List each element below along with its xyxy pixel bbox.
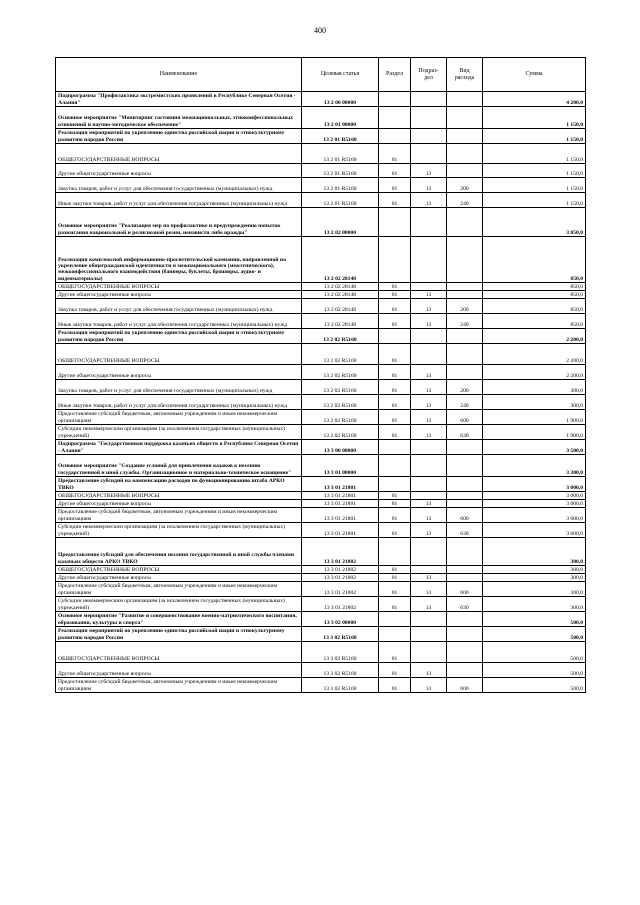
table-row [56,678,586,693]
header-sum: Сумма [483,58,586,92]
table-row [56,237,586,283]
table-row [56,582,586,597]
row-expense-type [447,129,483,144]
table-header-row [56,58,586,92]
row-subsection [411,129,447,144]
row-subsection [411,283,447,291]
row-section: 01 [379,144,411,164]
row-target: 13 3 02 R5160 [302,663,379,678]
table-body [56,92,586,693]
row-subsection: 13 [411,193,447,208]
row-subsection [411,344,447,365]
row-expense-type: 240 [447,314,483,329]
row-expense-type: 630 [447,597,483,612]
row-expense-type [447,107,483,129]
row-sum: 3 050,0 [483,208,586,237]
row-section [379,455,411,477]
budget-table [55,57,586,693]
row-name: Основное мероприятие "Создание условий для привлечения казаков к несению государственной и иной службы. Организационное и материально-техническое оснащение" [56,455,302,477]
row-name: ОБЩЕГОСУДАРСТВЕННЫЕ ВОПРОСЫ [56,144,302,164]
row-section: 01 [379,410,411,425]
row-target: 13 2 02 R5160 [302,380,379,395]
row-sum: 2 200,0 [483,365,586,380]
table-row [56,477,586,492]
row-subsection: 13 [411,365,447,380]
row-expense-type [447,164,483,178]
row-target: 13 2 01 R5160 [302,178,379,193]
table-row [56,455,586,477]
row-name: Иные закупки товаров, работ и услуг для обеспечения государственных (муниципальных) нужд [56,395,302,410]
row-name: Другие общегосударственные вопросы [56,574,302,582]
table-row [56,291,586,299]
row-target: 13 3 02 R5160 [302,627,379,642]
row-name: Предоставление субсидий для обеспечения несения государственной и иной службы членами казачьих обществ АРКО ТВКО [56,538,302,566]
table-row [56,92,586,107]
row-target: 13 2 01 R5160 [302,193,379,208]
row-name: Основное мероприятие "Развитие и совершенствование военно-патриотического воспитания, образования, культуры и спорта" [56,612,302,627]
row-subsection [411,492,447,500]
row-target: 13 3 02 R5160 [302,678,379,693]
table-row [56,178,586,193]
row-section: 01 [379,582,411,597]
row-expense-type [447,144,483,164]
row-target: 13 2 01 R5160 [302,129,379,144]
header-name: Наименование [56,58,302,92]
row-name: Предоставление субсидий бюджетным, автономным учреждениям и иным некоммерческим организациям [56,410,302,425]
row-section: 01 [379,523,411,538]
row-name: Субсидии некоммерческим организациям (за исключением государственных (муниципальных) учреждений) [56,425,302,440]
row-subsection: 13 [411,574,447,582]
table-row [56,627,586,642]
row-section: 01 [379,164,411,178]
row-sum: 500,0 [483,642,586,663]
row-expense-type [447,612,483,627]
table-row [56,440,586,455]
row-expense-type: 600 [447,508,483,523]
row-expense-type [447,237,483,283]
row-subsection [411,538,447,566]
row-target: 13 3 01 21801 [302,500,379,508]
row-target: 13 3 01 21801 [302,523,379,538]
row-target: 13 2 01 R5160 [302,164,379,178]
row-name: Закупка товаров, работ и услуг для обеспечения государственных (муниципальных) нужд [56,299,302,314]
row-target: 13 3 01 00000 [302,455,379,477]
row-section [379,627,411,642]
row-name: Другие общегосударственные вопросы [56,500,302,508]
table-row [56,508,586,523]
row-expense-type [447,477,483,492]
row-name: Закупка товаров, работ и услуг для обеспечения государственных (муниципальных) нужд [56,380,302,395]
row-name: Реализация мероприятий по укреплению единства российской нации и этнокультурному развитию народов России [56,329,302,344]
row-sum: 3 000,0 [483,500,586,508]
row-section [379,107,411,129]
row-name: ОБЩЕГОСУДАРСТВЕННЫЕ ВОПРОСЫ [56,642,302,663]
row-section: 01 [379,380,411,395]
row-sum: 3 000,0 [483,523,586,538]
row-subsection: 13 [411,508,447,523]
row-section [379,538,411,566]
table-row [56,314,586,329]
row-expense-type [447,663,483,678]
row-name: Основное мероприятие "Мониторинг состояния межнациональных, этноконфессиональных отношений и научно-методическое обеспечение" [56,107,302,129]
row-sum: 500,0 [483,663,586,678]
row-expense-type [447,627,483,642]
row-sum: 500,0 [483,612,586,627]
row-sum: 850,0 [483,283,586,291]
row-subsection: 13 [411,395,447,410]
row-subsection: 13 [411,597,447,612]
row-name: ОБЩЕГОСУДАРСТВЕННЫЕ ВОПРОСЫ [56,566,302,574]
row-name: Иные закупки товаров, работ и услуг для обеспечения государственных (муниципальных) нужд [56,314,302,329]
row-target: 13 2 02 R5160 [302,395,379,410]
row-section: 01 [379,425,411,440]
row-name: Реализация комплексной информационно-просветительской кампании, направленной на укрепление общегражданской идентичности и межнационального (межэтнического), межконфессионального взаимодействия (баннеры, буклеты, брошюры, аудио- и видеоматериалы) [56,237,302,283]
row-section: 01 [379,492,411,500]
row-section [379,208,411,237]
table-row [56,380,586,395]
row-expense-type [447,440,483,455]
table-row [56,365,586,380]
row-subsection [411,612,447,627]
row-subsection: 13 [411,380,447,395]
row-sum: 2 200,0 [483,329,586,344]
row-target: 13 2 02 28148 [302,291,379,299]
row-expense-type [447,574,483,582]
row-section: 01 [379,566,411,574]
row-expense-type [447,329,483,344]
row-expense-type [447,642,483,663]
row-expense-type: 630 [447,425,483,440]
row-name: Подпрограмма "Государственная поддержка казачьих обществ в Республике Северная Осетия - Алания" [56,440,302,455]
row-section: 01 [379,508,411,523]
row-subsection [411,566,447,574]
row-sum: 3 000,0 [483,508,586,523]
row-section: 01 [379,314,411,329]
row-sum: 3 500,0 [483,440,586,455]
row-subsection [411,477,447,492]
row-target: 13 3 01 21802 [302,538,379,566]
row-target: 13 2 02 R5160 [302,365,379,380]
row-sum: 850,0 [483,237,586,283]
row-subsection: 13 [411,425,447,440]
row-subsection [411,455,447,477]
row-subsection: 13 [411,523,447,538]
row-subsection [411,440,447,455]
row-sum: 1 150,0 [483,129,586,144]
row-sum: 1 150,0 [483,107,586,129]
row-sum: 1 150,0 [483,178,586,193]
row-name: Субсидии некоммерческим организациям (за исключением государственных (муниципальных) учреждений) [56,523,302,538]
row-name: Реализация мероприятий по укреплению единства российской нации и этнокультурному развитию народов России [56,129,302,144]
row-expense-type: 600 [447,410,483,425]
row-sum: 850,0 [483,299,586,314]
row-expense-type [447,455,483,477]
table-row [56,663,586,678]
row-section [379,92,411,107]
row-expense-type: 630 [447,523,483,538]
row-expense-type [447,92,483,107]
table-row [56,208,586,237]
row-expense-type [447,208,483,237]
row-target: 13 2 02 00000 [302,208,379,237]
row-sum: 1 900,0 [483,410,586,425]
row-name: Предоставление субсидий бюджетным, автономным учреждениям и иным некоммерческим организациям [56,582,302,597]
header-target: Целевая статья [302,58,379,92]
row-expense-type [447,538,483,566]
row-subsection [411,627,447,642]
row-subsection: 13 [411,582,447,597]
row-sum: 500,0 [483,678,586,693]
row-expense-type: 200 [447,178,483,193]
row-target: 13 2 01 R5160 [302,144,379,164]
row-sum: 2 200,0 [483,344,586,365]
table-row [56,566,586,574]
row-target: 13 2 02 R5160 [302,344,379,365]
row-target: 13 2 02 28148 [302,283,379,291]
row-subsection: 13 [411,291,447,299]
table-row [56,283,586,291]
row-target: 13 2 02 28148 [302,314,379,329]
row-section: 01 [379,642,411,663]
table-row [56,299,586,314]
row-target: 13 3 02 00000 [302,612,379,627]
row-subsection: 13 [411,314,447,329]
row-sum: 1 150,0 [483,164,586,178]
row-name: Другие общегосударственные вопросы [56,164,302,178]
table-row [56,410,586,425]
row-sum: 4 200,0 [483,92,586,107]
row-name: Реализация мероприятий по укреплению единства российской нации и этнокультурному развитию народов России [56,627,302,642]
row-expense-type [447,566,483,574]
row-subsection [411,144,447,164]
row-target: 13 3 01 21802 [302,597,379,612]
row-target: 13 2 02 28148 [302,299,379,314]
row-expense-type: 600 [447,582,483,597]
table-row [56,129,586,144]
table-row [56,538,586,566]
row-name: ОБЩЕГОСУДАРСТВЕННЫЕ ВОПРОСЫ [56,344,302,365]
row-section: 01 [379,365,411,380]
row-name: Другие общегосударственные вопросы [56,291,302,299]
row-name: ОБЩЕГОСУДАРСТВЕННЫЕ ВОПРОСЫ [56,283,302,291]
row-name: Предоставление субсидий на компенсацию расходов по функционированию штаба АРКО ТВКО [56,477,302,492]
header-subsection: Подраз- дел [411,58,447,92]
table-row [56,344,586,365]
row-expense-type [447,283,483,291]
row-section: 01 [379,283,411,291]
row-sum: 3 000,0 [483,492,586,500]
row-subsection [411,237,447,283]
row-target: 13 2 02 R5160 [302,410,379,425]
row-section: 01 [379,574,411,582]
table-row [56,597,586,612]
row-subsection: 13 [411,164,447,178]
table-row [56,425,586,440]
row-expense-type [447,500,483,508]
table-row [56,144,586,164]
row-name: Другие общегосударственные вопросы [56,663,302,678]
row-target: 13 3 01 21802 [302,574,379,582]
row-sum: 850,0 [483,314,586,329]
row-target: 13 3 01 21802 [302,566,379,574]
row-section [379,612,411,627]
row-sum: 300,0 [483,538,586,566]
table-row [56,329,586,344]
row-name: Другие общегосударственные вопросы [56,365,302,380]
row-expense-type: 200 [447,299,483,314]
row-sum: 300,0 [483,566,586,574]
row-name: Иные закупки товаров, работ и услуг для обеспечения государственных (муниципальных) нужд [56,193,302,208]
page-number: 400 [314,26,326,35]
row-section [379,440,411,455]
row-name: Предоставление субсидий бюджетным, автономным учреждениям и иным некоммерческим организациям [56,678,302,693]
row-expense-type [447,492,483,500]
row-target: 13 2 01 00000 [302,107,379,129]
row-name: Основное мероприятие "Реализация мер по профилактике и предупреждению попыток разжигания национальной и религиозной розни, ненависти либо вражды" [56,208,302,237]
table-row [56,574,586,582]
row-subsection [411,208,447,237]
row-name: Субсидии некоммерческим организациям (за исключением государственных (муниципальных) учреждений) [56,597,302,612]
row-expense-type [447,344,483,365]
row-target: 13 2 02 28148 [302,237,379,283]
row-section [379,329,411,344]
row-section: 01 [379,178,411,193]
row-sum: 300,0 [483,597,586,612]
table-row [56,395,586,410]
row-section: 01 [379,663,411,678]
row-section: 01 [379,597,411,612]
header-expense-type: Вид расхода [447,58,483,92]
row-expense-type [447,365,483,380]
table-row [56,492,586,500]
row-section [379,237,411,283]
table-row [56,164,586,178]
row-sum: 300,0 [483,574,586,582]
row-name: Подпрограмма "Профилактика экстремистских проявлений в Республике Северная Осетия - Алания" [56,92,302,107]
row-sum: 1 150,0 [483,144,586,164]
row-target: 13 3 00 00000 [302,440,379,455]
row-section: 01 [379,291,411,299]
row-expense-type: 600 [447,678,483,693]
row-subsection: 13 [411,678,447,693]
row-name: Предоставление субсидий бюджетным, автономным учреждениям и иным некоммерческим организациям [56,508,302,523]
table-row [56,612,586,627]
row-target: 13 2 00 00000 [302,92,379,107]
row-target: 13 3 01 21801 [302,477,379,492]
row-sum: 850,0 [483,291,586,299]
row-subsection: 13 [411,500,447,508]
row-sum: 3 000,0 [483,477,586,492]
row-subsection: 13 [411,178,447,193]
row-section: 01 [379,678,411,693]
row-subsection [411,107,447,129]
row-section: 01 [379,395,411,410]
row-sum: 1 150,0 [483,193,586,208]
table-row [56,642,586,663]
row-target: 13 2 02 R5160 [302,329,379,344]
row-sum: 300,0 [483,380,586,395]
row-section: 01 [379,344,411,365]
row-expense-type: 200 [447,380,483,395]
row-target: 13 3 01 21802 [302,582,379,597]
row-subsection [411,642,447,663]
row-sum: 1 900,0 [483,425,586,440]
table-row [56,500,586,508]
row-subsection: 13 [411,663,447,678]
table-row [56,523,586,538]
row-section: 01 [379,193,411,208]
row-sum: 300,0 [483,582,586,597]
row-target: 13 3 01 21801 [302,508,379,523]
row-name: ОБЩЕГОСУДАРСТВЕННЫЕ ВОПРОСЫ [56,492,302,500]
row-subsection: 13 [411,299,447,314]
row-name: Закупка товаров, работ и услуг для обеспечения государственных (муниципальных) нужд [56,178,302,193]
row-section: 01 [379,500,411,508]
row-subsection [411,329,447,344]
row-section [379,129,411,144]
row-sum: 300,0 [483,395,586,410]
row-expense-type: 240 [447,395,483,410]
row-sum: 3 300,0 [483,455,586,477]
row-sum: 500,0 [483,627,586,642]
row-target: 13 2 02 R5160 [302,425,379,440]
table-row [56,107,586,129]
row-expense-type: 240 [447,193,483,208]
row-subsection: 13 [411,410,447,425]
table-row [56,193,586,208]
row-section [379,477,411,492]
row-target: 13 3 01 21801 [302,492,379,500]
row-target: 13 3 02 R5160 [302,642,379,663]
row-subsection [411,92,447,107]
row-section: 01 [379,299,411,314]
header-section: Раздел [379,58,411,92]
row-expense-type [447,291,483,299]
